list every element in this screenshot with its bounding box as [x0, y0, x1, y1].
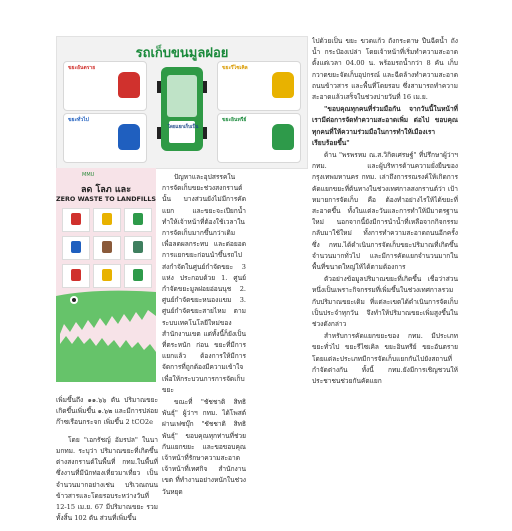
poster-tile: [124, 264, 152, 288]
crocodile-illustration: [56, 286, 156, 382]
poster-tile: [124, 236, 152, 260]
panel-heading: ขยะอันตราย: [68, 65, 96, 71]
panel-organic: [217, 113, 301, 163]
col3-paragraph-1: ไปด้วยเป็น ขยะ ขวดแก้ว ถังกระดาษ ปืนฉีดน้ำ ถังน้ำ กระป๋องเปล่า โดยเจ้าหน้าที่เริ่มทำความสะอาดตั้งแต่เวลา 04.00 น. พร้อมรถน้ำกว่า 8 คัน เก็บกวาดขยะจัดเก็บอุปกรณ์ และฉีดล้างทำความสะอาดถนนข้าวสาร และพื้นที่โดยรอบ ซึ่งสามารถทำความสะอาดแล้วเสร็จในช่วงบ่ายวันที่ 16 เม.ย.: [312, 37, 458, 102]
poster-tile: [93, 208, 121, 232]
garbage-truck-icon: [157, 65, 207, 157]
panel-heading: ขยะทั่วไป: [68, 117, 89, 123]
panel-recycle: [217, 61, 301, 111]
col2-paragraph-1: ปัญหาและอุปสรรคในการจัดเก็บขยะช่วงสงกรานต์นั้น บางส่วนยังไม่มีการคัดแยก และขยะจะเปียกน้ำ ทำให้เจ้าหน้าที่ต้องใช้เวลาในการจัดเก็บมากขึ้นกว่าเดิม เพื่อลดผลกระทบ และต่อยอดการแยกขยะก่อนนำขึ้นรถไปส่งกำจัดในศูนย์กำจัดขยะ 3 แห่ง ประกอบด้วย 1. ศูนย์กำจัดขยะมูลฝอยอ่อนนุช 2. ศูนย์กำจัดขยะหนองแขม 3. ศูนย์กำจัดขยะสายไหม ตามระบบเทคโนโลยีใหม่ของสำนักงานเขต แต่ทั้งนี้ก็ยังเป็นที่ตระหนัก ก่อน ขยะที่มีการแยกแล้ว ต้องการให้มีการจัดการที่ถูกต้องมีความเข้าใจ เพื่อให้กระบวนการการจัดเก็บขยะ: [162, 173, 246, 394]
poster-caption: [56, 388, 158, 531]
caption-text: เพิ่มขึ้นถึง ๑๑.๖๖ ตัน ปริมาณขยะเกิดขึ้นเพิ่มขึ้น ๑.๖๒ และมีการปล่อยก๊าซเรือนกระจก เพิ่มขึ้น 2 tCO2e: [56, 395, 158, 426]
waste-truck-infographic: [56, 36, 308, 169]
truck-label: โดยแยกเก็บเป็น: [167, 125, 199, 130]
yellow-bag-icon: [272, 72, 294, 98]
panel-heading: ขยะรีไซเคิล: [222, 65, 248, 71]
poster-tile: [93, 264, 121, 288]
green-bag-icon: [272, 124, 294, 150]
text-column-2: [162, 172, 246, 512]
poster-tile: [62, 208, 90, 232]
panel-hazardous: [63, 61, 147, 111]
poster-logo: MMU: [82, 172, 95, 178]
infographic-title: รถเก็บขนมูลฝอย: [135, 46, 229, 61]
col2-paragraph-2: ขณะที่ "ชัชชาติ สิทธิพันธุ์" ผู้ว่าฯ กทม. ได้โพสต์ ผ่านเฟซบุ๊ก "ชัชชาติ สิทธิพันธุ์" ขอบคุณทุกท่านที่ช่วยกันแยกขยะ และขอขอบคุณเจ้าหน้าที่รักษาความสะอาด เจ้าหน้าที่เทศกิจ สำนักงานเขต ที่ทำงานอย่างหนักในช่วงวันหยุด: [162, 398, 246, 496]
text-column-3: [312, 36, 458, 512]
poster-tile: [62, 236, 90, 260]
zero-waste-poster: [56, 168, 156, 382]
col3-paragraph-4: สำหรับการคัดแยกขยะของ กทม. มีประเภท ขยะทั่วไป ขยะรีไซเคิล ขยะอินทรีย์ ขยะอันตราย โดยแต่ละประเภทมีการจัดเก็บแยกกันไปยังสถานที่กำจัดต่างกัน ทั้งนี้ กทม.ยังมีการเชิญชวนให้ประชาชนช่วยกันคัดแยก: [312, 332, 458, 386]
panel-heading: ขยะอินทรีย์: [222, 117, 247, 123]
poster-tile: [93, 236, 121, 260]
col1-paragraph: โดย "เอกรัชญ์ อัมรปล" ในนามกทม. ระบุว่า ปริมาณขยะที่เกิดขึ้นต่างสงกรานต์ในพื้นที่ กทม.ในพื้นที่ซึ่งงานที่มีนักท่องเที่ยวมาเที่ยว เป็นจำนวนมากอย่างเช่น บริเวณถนนข้าวสารและโดยรอบระหว่างวันที่ 12-15 เม.ย. 67 มีปริมาณขยะ รวมทั้งสิ้น 102 ตัน ส่วนที่เพิ่มขึ้น: [56, 435, 158, 523]
red-bag-icon: [118, 72, 140, 98]
col3-quote: "ขอบคุณทุกคนที่ร่วมมือกัน จากวันนี้ในหน้าที่เรามีต่อการจัดทำความสะอาดเพิ่ม ต่อไป ขอบคุณทุกคนที่ให้ความร่วมมือในการทำให้เมืองเราเรียบร้อยขึ้น": [312, 105, 458, 147]
poster-heading-en: ZERO WASTE TO LANDFILLS: [56, 195, 156, 203]
poster-heading-th: ลด โลภ และ: [80, 185, 132, 195]
poster-tile: [124, 208, 152, 232]
blue-bag-icon: [118, 124, 140, 150]
panel-general: [63, 113, 147, 163]
poster-tile: [62, 264, 90, 288]
col3-paragraph-3: ตัวอย่างข้อมูลปริมาณขยะที่เกิดขึ้น เชื่อว่าส่วนหนึ่งเป็นเพราะกิจกรรมที่เพิ่มขึ้นในช่วงเทศกาลรวมกับปริมาณขยะเดิม ที่แต่ละเขตได้ดำเนินการจัดเก็บเป็นประจำทุกวัน จึงทำให้ปริมาณขยะเพิ่มสูงขึ้นในช่วงดังกล่าว: [312, 275, 458, 329]
col3-paragraph-2: ด้าน "พรพรหม ณ.ส.วิกิตเศรษฐ์" ที่ปรึกษาผู้ว่าฯ กทม. และผู้บริหารด้านความยั่งยืนของกรุงเทพมหานคร กทม. เล่าถึงการรณรงค์ให้เกิดการคัดแยกขยะที่ต้นทางในช่วงเทศกาลสงกรานต์ว่า เป้าหมายการจัดเก็บ คือ ต้องทำอย่างไรให้ได้ขยะที่สะอาดขึ้น ทั้งในแต่ละวันและการทำให้มีมาตรฐานใหม่ นอกจากนี้ยังมีการนำน้ำที่เหลือจากกิจกรรมกลับมาใช้ใหม่ ทั้งการทำความสะอาดถนนอีกครั้ง ซึ่ง กทม.ได้ดำเนินการจัดเก็บขยะปริมาณที่เกิดขึ้นจำนวนมากทั่วไป และมีการคัดแยกจำนวนมากในพื้นที่ขนาดใหญ่ให้ได้ตามต้องการ: [312, 151, 458, 272]
